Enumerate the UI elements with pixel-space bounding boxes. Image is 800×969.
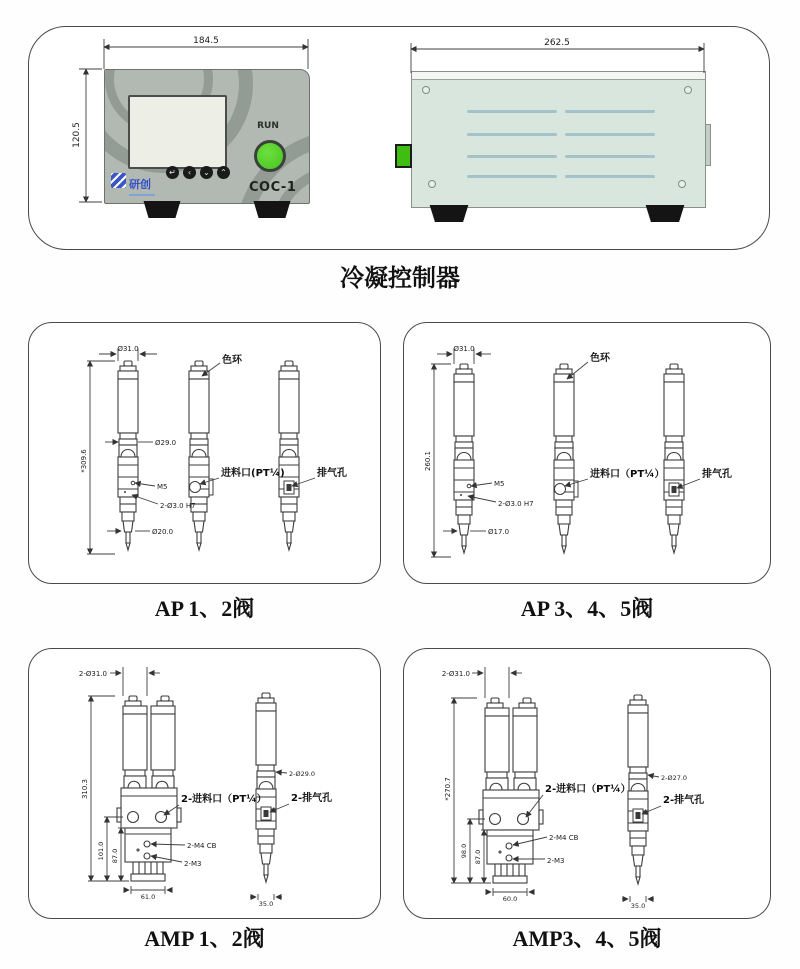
amp12-caption: AMP 1、2阀 xyxy=(144,926,265,951)
pin-hole xyxy=(460,494,462,496)
inlet-port xyxy=(190,482,201,493)
low-height-dim: 87.0 xyxy=(474,849,482,865)
down-button: ⌄ xyxy=(200,166,213,179)
double-valve-front-view xyxy=(479,698,543,883)
ap12-caption: AP 1、2阀 xyxy=(154,596,255,621)
run-label: RUN xyxy=(257,121,279,131)
controller-caption: 冷凝控制器 xyxy=(340,266,460,292)
inlet-port xyxy=(555,484,566,495)
model-label: COC-1 xyxy=(249,180,297,195)
inlet-label: 2-进料口（PT¼） xyxy=(181,794,267,805)
inlet-label: 进料口(PT¼) xyxy=(221,468,285,479)
amp12-panel xyxy=(28,648,381,919)
thread-dim: M5 xyxy=(494,480,505,488)
front-height-dim: 120.5 xyxy=(72,122,82,148)
mid-height-dim: 98.0 xyxy=(460,843,468,859)
low-height-dim: 87.0 xyxy=(111,848,119,864)
m5-hole xyxy=(131,481,135,485)
front-width-dim: 184.5 xyxy=(193,36,219,46)
inlet-label: 2-进料口（PT¼） xyxy=(545,784,631,795)
height-dim: 260.1 xyxy=(424,450,432,472)
vent-hole-inner xyxy=(672,486,677,493)
color-ring-label: 色环 xyxy=(590,353,610,364)
vent-hole-inner xyxy=(264,810,269,817)
side-dia-dim: 2-Ø29.0 xyxy=(289,770,316,778)
ap345-panel xyxy=(403,322,771,584)
double-valve-side-view xyxy=(628,695,648,884)
vent-hole-inner xyxy=(287,484,292,491)
valve-side-view xyxy=(189,361,209,550)
double-valve-front-view xyxy=(117,696,181,881)
amp345-panel xyxy=(403,648,771,919)
collar-dia-dim: Ø29.0 xyxy=(155,439,177,447)
color-ring-label: 色环 xyxy=(222,355,242,366)
amp12-drawing xyxy=(29,649,379,917)
m4-label: 2-M4 CB xyxy=(549,834,579,842)
holes-dim: 2-Ø3.0 H7 xyxy=(498,500,534,508)
valve-rear-view xyxy=(279,361,299,550)
m3-label: 2-M3 xyxy=(184,860,202,868)
top-dia-dim: 2-Ø31.0 xyxy=(441,670,470,678)
left-button: ‹ xyxy=(183,166,196,179)
height-dim: *309.6 xyxy=(80,449,88,473)
inlet-label: 进料口（PT¼） xyxy=(590,469,665,480)
vent-label: 排气孔 xyxy=(702,469,732,480)
up-button: ⌃ xyxy=(217,166,230,179)
valve-front-view xyxy=(118,361,138,550)
brand-name: 研创 xyxy=(129,178,151,191)
amp345-caption: AMP3、4、5阀 xyxy=(512,926,662,951)
pin-hole xyxy=(124,491,126,493)
ap345-drawing xyxy=(404,323,769,582)
ap12-panel xyxy=(28,322,381,584)
valve-side-view xyxy=(554,364,574,553)
mid-height-dim: 101.0 xyxy=(97,841,105,861)
side-width-dim: 35.0 xyxy=(258,900,274,908)
enter-button: ↵ xyxy=(166,166,179,179)
amp345-drawing xyxy=(404,649,769,917)
nozzle-dia-dim: Ø20.0 xyxy=(152,528,174,536)
top-dia-dim: Ø31.0 xyxy=(117,345,139,353)
top-dia-dim: 2-Ø31.0 xyxy=(78,670,107,678)
vent-hole-inner xyxy=(636,812,641,819)
m4-label: 2-M4 CB xyxy=(187,842,217,850)
side-dia-dim: 2-Ø27.0 xyxy=(661,774,688,782)
height-dim: 310.3 xyxy=(81,778,89,800)
controller-dimensions xyxy=(29,27,771,251)
top-dia-dim: Ø31.0 xyxy=(453,345,475,353)
ap12-drawing xyxy=(29,323,379,582)
base-width-dim: 61.0 xyxy=(140,893,156,901)
valve-front-view xyxy=(454,364,474,553)
vent-label: 2-排气孔 xyxy=(663,795,705,806)
vent-label: 2-排气孔 xyxy=(291,793,333,804)
controller-panel xyxy=(28,26,770,250)
base-width-dim: 60.0 xyxy=(502,895,518,903)
double-valve-side-view xyxy=(256,693,276,882)
m5-hole xyxy=(467,484,471,488)
holes-dim: 2-Ø3.0 H7 xyxy=(160,502,196,510)
dimension-lines xyxy=(79,39,704,202)
thread-dim: M5 xyxy=(157,483,168,491)
m3-label: 2-M3 xyxy=(547,857,565,865)
side-width-dim: 262.5 xyxy=(544,38,570,48)
height-dim: *270.7 xyxy=(444,777,452,801)
nozzle-dia-dim: Ø17.0 xyxy=(488,528,510,536)
vent-label: 排气孔 xyxy=(317,468,347,479)
side-width-dim: 35.0 xyxy=(630,902,646,910)
valve-rear-view xyxy=(664,364,684,553)
ap345-caption: AP 3、4、5阀 xyxy=(520,596,654,621)
